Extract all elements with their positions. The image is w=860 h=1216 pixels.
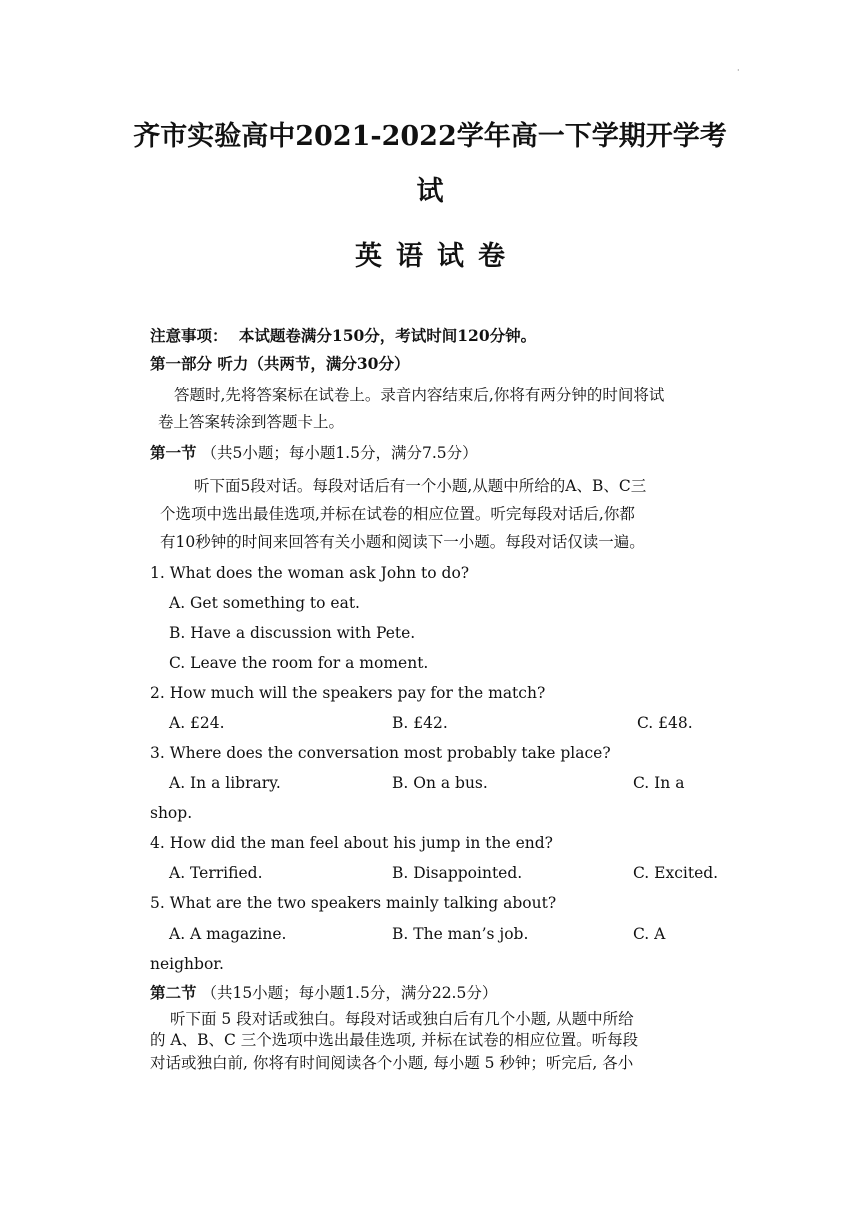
part1-instruction-line2: 卷上答案转涂到答题卡上。 <box>158 413 345 431</box>
section2-info: （共15小题；每小题1.5分，满分22.5分） <box>201 984 498 1002</box>
question-2: 2. How much will the speakers pay for the match? <box>150 684 546 702</box>
exam-title-line1: 齐市实验高中2021-2022学年高一下学期开学考 <box>133 121 727 152</box>
q5-option-c: C. A <box>633 925 666 943</box>
question-1: 1. What does the woman ask John to do? <box>150 564 470 582</box>
section2-label: 第二节 <box>150 983 197 1002</box>
notice-label: 注意事项： <box>150 326 228 345</box>
exam-title-line2: 试 <box>416 176 444 207</box>
subject-title: 英语试卷 <box>355 241 519 272</box>
q3-option-c: C. In a <box>633 774 685 792</box>
notice-text: 本试题卷满分150分，考试时间120分钟。 <box>238 326 537 345</box>
q5-option-c-wrap: neighbor. <box>150 955 224 973</box>
section1-instruction-line3: 有10秒钟的时间来回答有关小题和阅读下一小题。每段对话仅读一遍。 <box>160 533 645 551</box>
notice <box>150 326 536 346</box>
q3-option-c-wrap: shop. <box>150 804 193 822</box>
q2-option-c: C. £48. <box>637 714 693 732</box>
q4-option-b: B. Disappointed. <box>392 864 523 882</box>
section1-heading <box>150 443 478 463</box>
section1-instruction-line1: 听下面5段对话。每段对话后有一个小题,从题中所给的A、B、C三 <box>194 477 647 495</box>
q1-option-a: A. Get something to eat. <box>169 594 360 612</box>
q1-option-b: B. Have a discussion with Pete. <box>169 624 416 642</box>
part1-heading: 第一部分 听力（共两节，满分30分） <box>150 354 410 373</box>
section2-instruction-line1: 听下面 5 段对话或独白。每段对话或独白后有几个小题, 从题中所给 <box>170 1010 634 1028</box>
q4-option-c: C. Excited. <box>633 864 719 882</box>
section1-label: 第一节 <box>150 443 197 462</box>
section2-heading <box>150 983 497 1003</box>
question-4: 4. How did the man feel about his jump in the end? <box>150 834 553 852</box>
q5-option-a: A. A magazine. <box>169 925 287 943</box>
q2-option-b: B. £42. <box>392 714 448 732</box>
q3-option-b: B. On a bus. <box>392 774 488 792</box>
corner-dot: · <box>737 66 740 75</box>
q1-option-c: C. Leave the room for a moment. <box>169 654 429 672</box>
question-3: 3. Where does the conversation most probably take place? <box>150 744 611 762</box>
q3-option-a: A. In a library. <box>169 774 281 792</box>
part1-instruction-line1: 答题时,先将答案标在试卷上。录音内容结束后,你将有两分钟的时间将试 <box>174 386 665 404</box>
section1-instruction-line2: 个选项中选出最佳选项,并标在试卷的相应位置。听完每段对话后,你都 <box>160 505 635 523</box>
section1-info: （共5小题；每小题1.5分，满分7.5分） <box>201 444 478 462</box>
q5-option-b: B. The man’s job. <box>392 925 529 943</box>
section2-instruction-line2: 的 A、B、C 三个选项中选出最佳选项, 并标在试卷的相应位置。听每段 <box>150 1031 639 1049</box>
q2-option-a: A. £24. <box>169 714 225 732</box>
section2-instruction-line3: 对话或独白前, 你将有时间阅读各个小题, 每小题 5 秒钟；听完后, 各小 <box>150 1054 634 1072</box>
question-5: 5. What are the two speakers mainly talking about? <box>150 894 557 912</box>
q4-option-a: A. Terrified. <box>169 864 263 882</box>
